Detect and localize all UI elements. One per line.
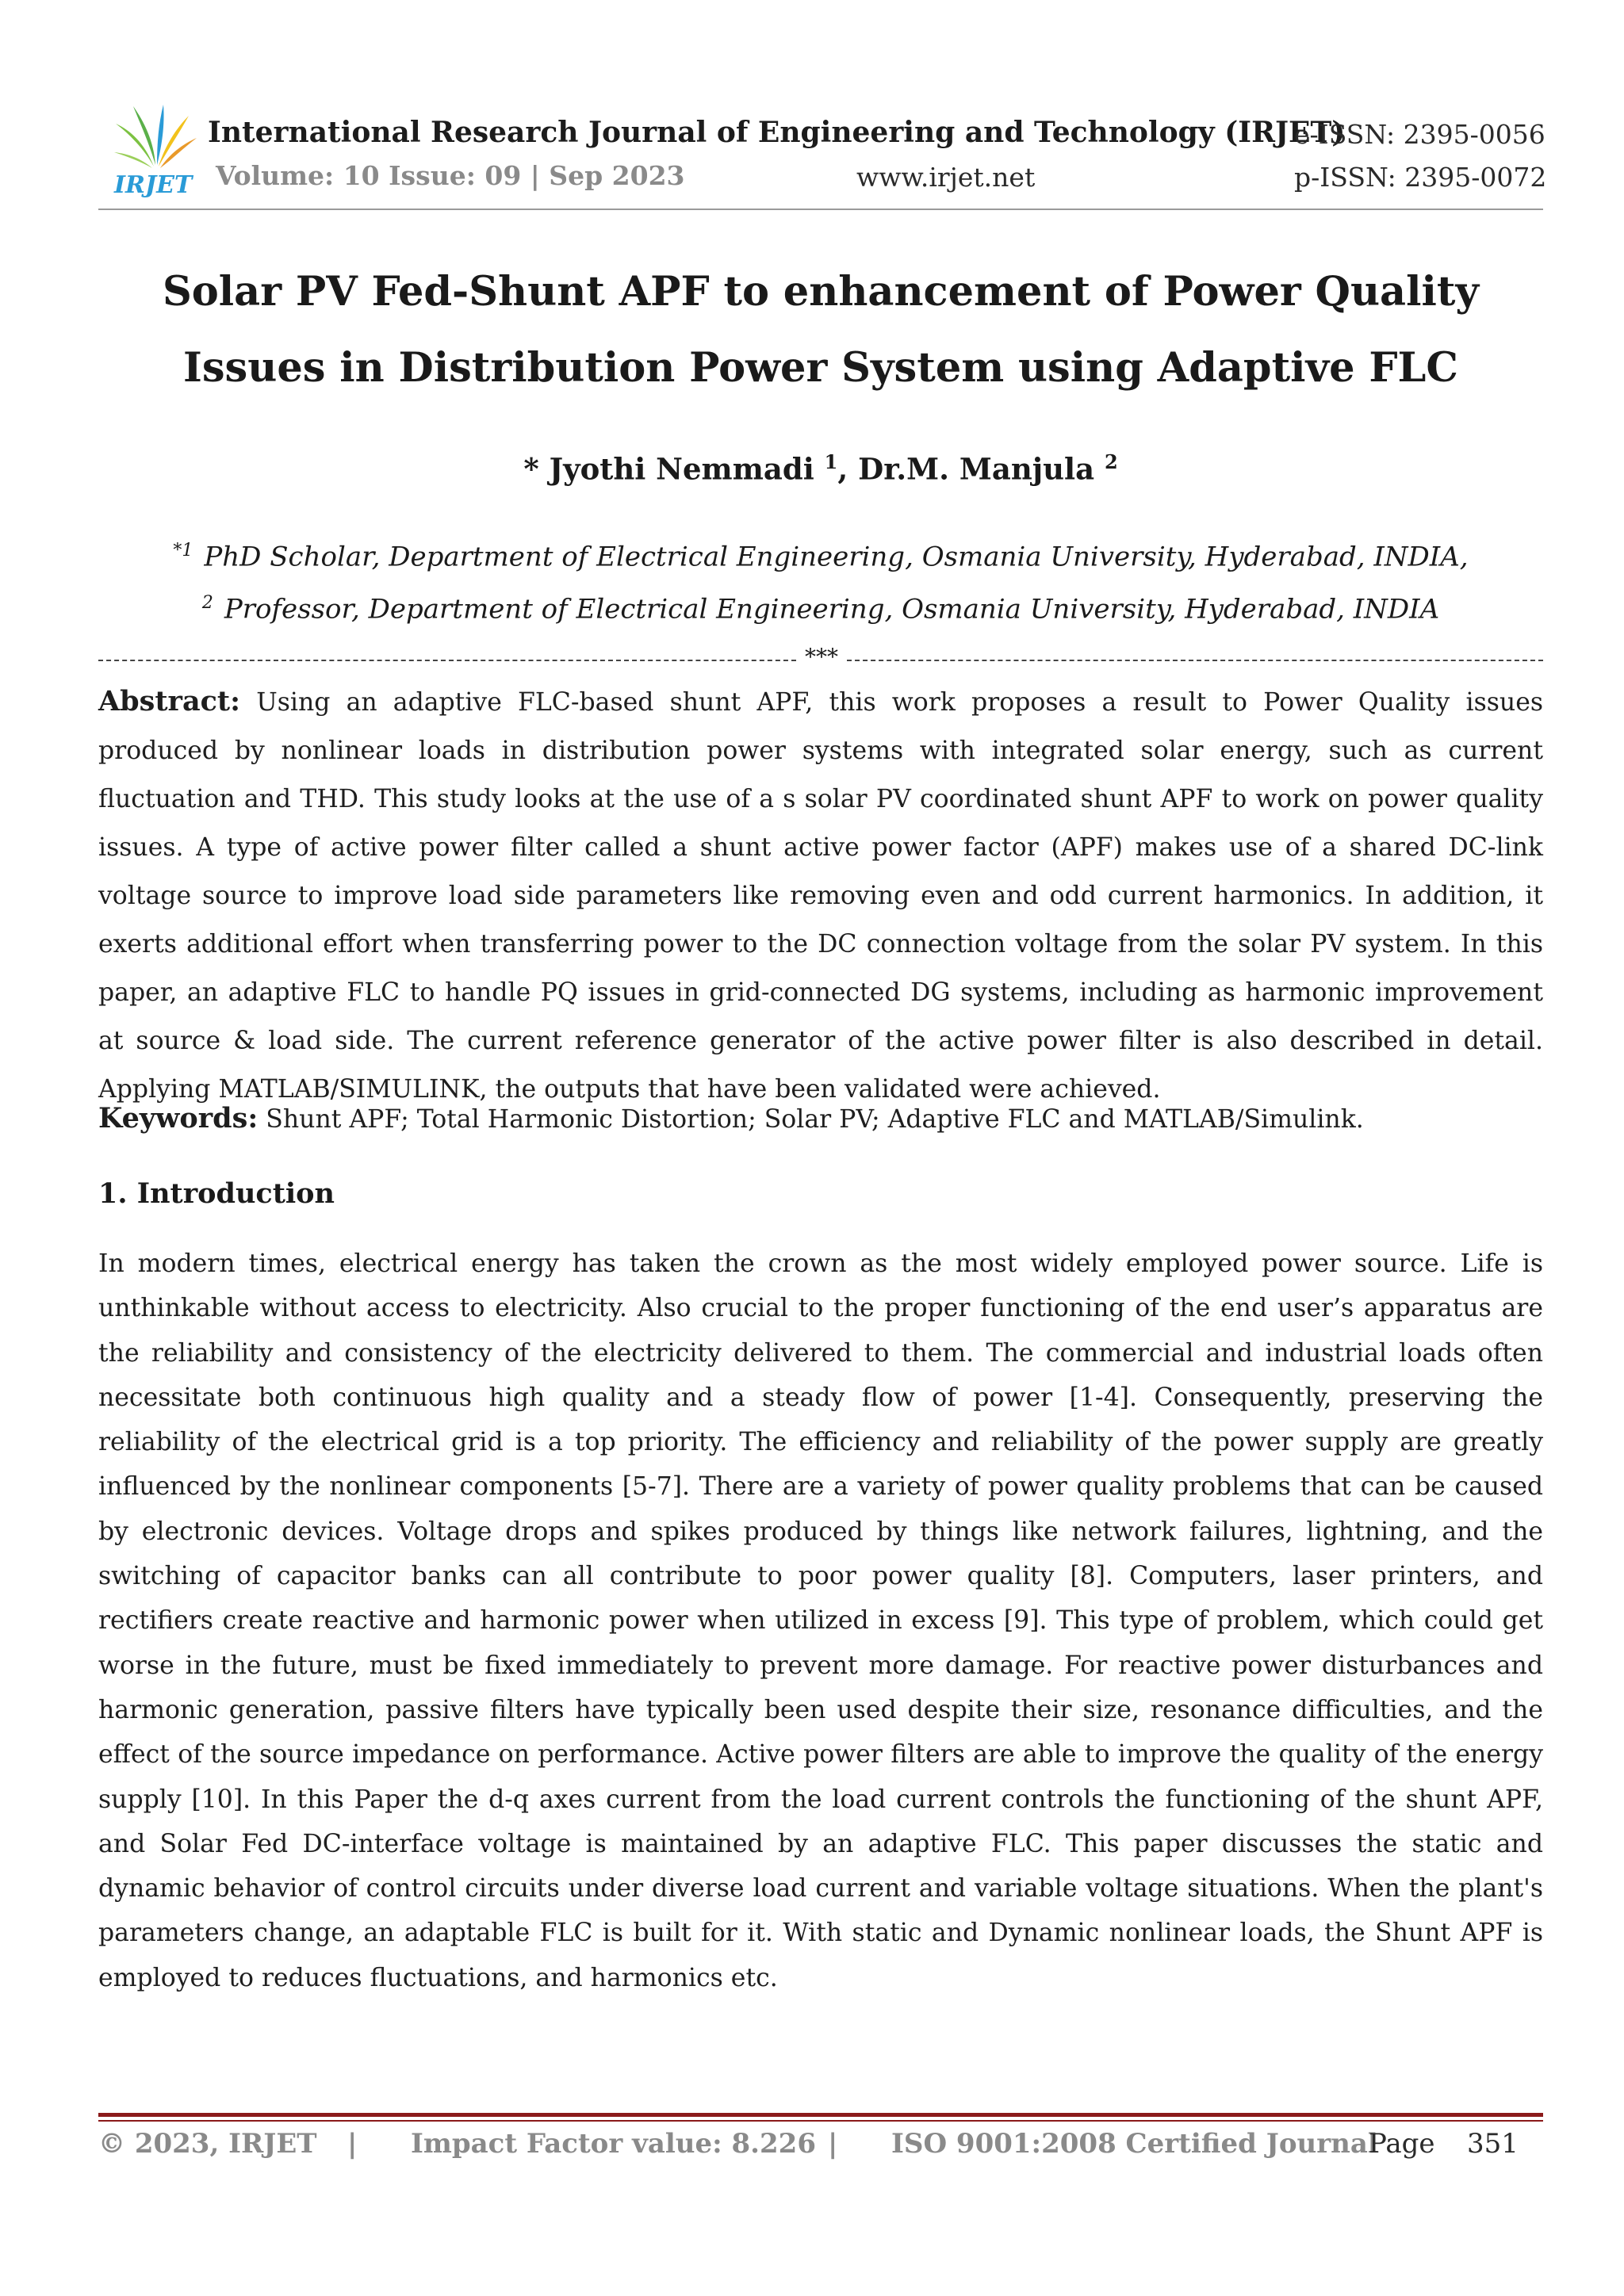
- abstract: [98, 677, 1543, 1114]
- affiliation-2: [98, 593, 1543, 625]
- footer-copyright: © 2023, IRJET: [98, 2128, 317, 2160]
- section-separator-right: [847, 660, 1543, 661]
- section-separator-left: [98, 660, 796, 661]
- logo-text: IRJET: [114, 171, 193, 199]
- footer-divider-1: |: [347, 2128, 358, 2160]
- abstract-label: Abstract:: [98, 685, 241, 718]
- footer-divider-2: |: [828, 2128, 838, 2160]
- irjet-logo: [113, 101, 200, 197]
- section-separator-mark: ***: [805, 644, 838, 670]
- footer-iso-certification: ISO 9001:2008 Certified Journal: [891, 2128, 1378, 2160]
- author-1-affiliation-mark: 1: [824, 450, 838, 473]
- affiliation-2-text: Professor, Department of Electrical Engineering, Osmania University, Hyderabad, INDIA: [224, 593, 1440, 626]
- author-1: * Jyothi Nemmadi: [523, 451, 825, 487]
- affiliation-1-mark: *1: [173, 541, 193, 561]
- footer-page-number: 351: [1467, 2128, 1519, 2160]
- footer-rule-thick: [98, 2113, 1543, 2117]
- journal-name: International Research Journal of Engineering and Technology (IRJET): [208, 116, 1346, 149]
- abstract-text: Using an adaptive FLC-based shunt APF, this work proposes a result to Power Quality issues produced by nonlinear loads in distribution power systems with integrated solar energy, such as current fluctuation and THD. This study looks at the use of a s solar PV coordinated shunt APF to work on power quality issues. A type of active power filter called a shunt active power factor (APF) makes use of a shared DC-link voltage source to improve load side parameters like removing even and odd current harmonics. In addition, it exerts additional effort when transferring power to the DC connection voltage from the solar PV system. In this paper, an adaptive FLC to handle PQ issues in grid-connected DG systems, including as harmonic improvement at source & load side. The current reference generator of the active power filter is also described in detail. Applying MATLAB/SIMULINK, the outputs that have been validated were achieved.: [98, 688, 1544, 1104]
- author-2: Dr.M. Manjula: [858, 451, 1105, 487]
- keywords-label: Keywords:: [98, 1102, 259, 1135]
- issue-info: Volume: 10 Issue: 09 | Sep 2023: [216, 160, 685, 191]
- header-rule: [98, 209, 1543, 210]
- footer-impact-factor: Impact Factor value: 8.226: [411, 2128, 816, 2160]
- keywords: [98, 1094, 1543, 1144]
- author-list: [98, 450, 1543, 486]
- footer-rule-thin: [98, 2120, 1543, 2122]
- affiliation-1-text: PhD Scholar, Department of Electrical Engineering, Osmania University, Hyderabad, INDIA,: [204, 541, 1469, 573]
- eissn: e-ISSN: 2395-0056: [1294, 119, 1545, 150]
- affiliation-2-mark: 2: [201, 593, 213, 613]
- introduction-heading: 1. Introduction: [98, 1177, 335, 1210]
- affiliation-1: [98, 541, 1543, 572]
- journal-website-link[interactable]: www.irjet.net: [856, 162, 1036, 193]
- introduction-text: In modern times, electrical energy has taken the crown as the most widely employed power source. Life is unthinkable without access to electricity. Also crucial to the proper functioning of the end user’s apparatus are the reliability and consistency of the electricity delivered to them. The commercial and industrial loads often necessitate both continuous high quality and a steady flow of power [1-4]. Consequently, preserving the reliability of the electrical grid is a top priority. The efficiency and reliability of the power supply are greatly influenced by the nonlinear components [5-7]. There are a variety of power quality problems that can be caused by electronic devices. Voltage drops and spikes produced by things like network failures, lightning, and the switching of capacitor banks can all contribute to poor power quality [8]. Computers, laser printers, and rectifiers create reactive and harmonic power when utilized in excess [9]. This type of problem, which could get worse in the future, must be fixed immediately to prevent more damage. For reactive power disturbances and harmonic generation, passive filters have typically been used despite their size, resonance difficulties, and the effect of the source impedance on performance. Active power filters are able to improve the quality of the energy supply [10]. In this Paper the d-q axes current from the load current controls the functioning of the shunt APF, and Solar Fed DC-interface voltage is maintained by an adaptive FLC. This paper discusses the static and dynamic behavior of control circuits under diverse load current and variable voltage situations. When the plant's parameters change, an adaptable FLC is built for it. With static and Dynamic nonlinear loads, the Shunt APF is employed to reduces fluctuations, and harmonics etc.: [98, 1249, 1543, 1992]
- footer-page-label: Page: [1369, 2128, 1435, 2160]
- author-separator: ,: [837, 451, 859, 487]
- pissn: p-ISSN: 2395-0072: [1294, 162, 1547, 193]
- paper-title: Solar PV Fed-Shunt APF to enhancement of Power Quality Issues in Distribution Power System using Adaptive FLC: [162, 268, 1480, 392]
- author-2-affiliation-mark: 2: [1104, 450, 1118, 473]
- keywords-text: Shunt APF; Total Harmonic Distortion; Solar PV; Adaptive FLC and MATLAB/Simulink.: [266, 1105, 1364, 1134]
